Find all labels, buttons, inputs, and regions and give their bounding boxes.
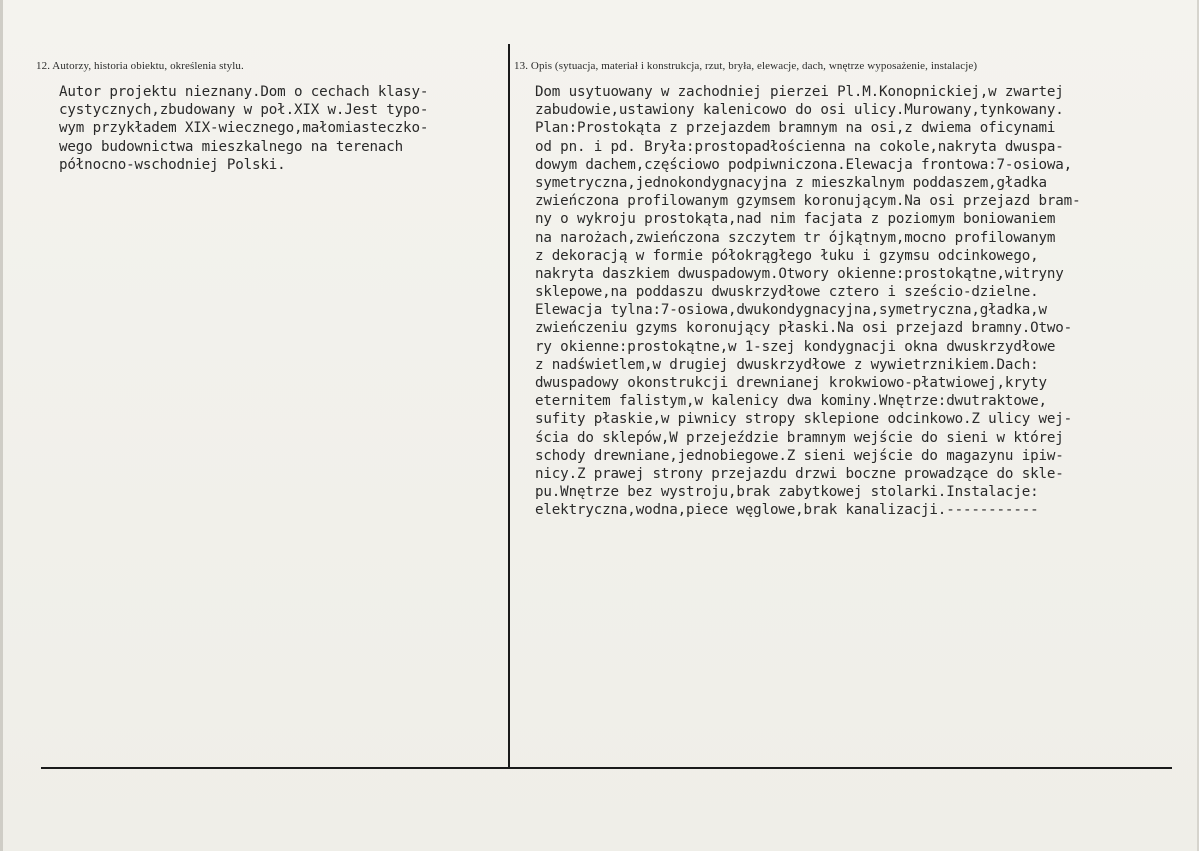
text-line: na narożach,zwieńczona szczytem tr ójkątnym,mocno profilowanym — [535, 229, 1056, 246]
text-line: dowym dachem,częściowo podpiwniczona.Elewacja frontowa:7-osiowa, — [535, 156, 1073, 173]
text-line: eternitem falistym,w kalenicy dwa kominy.Wnętrze:dwutraktowe, — [535, 393, 1047, 410]
text-line: symetryczna,jednokondygnacyjna z mieszkalnym poddaszem,gładka — [535, 174, 1047, 191]
sheet-left-edge — [0, 0, 3, 851]
text-line: północno-wschodniej Polski. — [59, 156, 286, 173]
text-line: z dekoracją w formie półokrągłego łuku i gzymsu odcinkowego, — [535, 247, 1039, 264]
column-divider — [508, 44, 510, 769]
text-line: wym przykładem XIX-wiecznego,małomiasteczko- — [59, 120, 429, 137]
text-line: dwuspadowy okonstrukcji drewnianej krokwiowo-płatwiowej,kryty — [535, 375, 1047, 391]
field-13-label: 13. Opis (sytuacja, materiał i konstrukcja, rzut, bryła, elewacje, dach, wnętrze wyposażenie, instalacje) — [514, 60, 978, 72]
text-line: zwieńczeniu gzyms koronujący płaski.Na osi przejazd bramny.Otwo- — [535, 320, 1073, 337]
text-line: zabudowie,ustawiony kalenicowo do osi ulicy.Murowany,tynkowany. — [535, 102, 1064, 119]
text-line: sufity płaskie,w piwnicy stropy sklepione odcinkowo.Z ulicy wej- — [535, 411, 1073, 428]
text-line: elektryczna,wodna,piece węglowe,brak kanalizacji.----------- — [535, 502, 1039, 519]
text-line: Dom usytuowany w zachodniej pierzei Pl.M.Konopnickiej,w zwartej — [535, 84, 1064, 100]
field-12-label: 12. Autorzy, historia obiektu, określenia stylu. — [36, 60, 244, 72]
text-line: sklepowe,na poddaszu dwuskrzydłowe cztero i sześcio-dzielne. — [535, 284, 1039, 301]
text-line: Autor projektu nieznany.Dom o cechach klasy- — [59, 84, 429, 100]
text-line: cystycznych,zbudowany w poł.XIX w.Jest typo- — [59, 102, 429, 119]
text-line: nicy.Z prawej strony przejazdu drzwi boczne prowadzące do skle- — [535, 465, 1064, 482]
field-12-text — [59, 83, 428, 174]
bottom-rule — [41, 767, 1172, 769]
text-line: z nadświetlem,w drugiej dwuskrzydłowe z wywietrznikiem.Dach: — [535, 356, 1039, 373]
text-line: zwieńczona profilowanym gzymsem koronującym.Na osi przejazd bram- — [535, 193, 1081, 210]
text-line: Plan:Prostokąta z przejazdem bramnym na osi,z dwiema oficynami — [535, 120, 1056, 137]
text-line: ry okienne:prostokątne,w 1-szej kondygnacji okna dwuskrzydłowe — [535, 338, 1056, 355]
text-line: ścia do sklepów,W przejeździe bramnym wejście do sieni w której — [535, 429, 1064, 446]
text-line: ny o wykroju prostokąta,nad nim facjata z poziomym boniowaniem — [535, 211, 1056, 228]
text-line: pu.Wnętrze bez wystroju,brak zabytkowej stolarki.Instalacje: — [535, 484, 1039, 501]
text-line: Elewacja tylna:7-osiowa,dwukondygnacyjna,symetryczna,gładka,w — [535, 302, 1047, 319]
text-line: wego budownictwa mieszkalnego na terenach — [59, 138, 404, 155]
text-line: nakryta daszkiem dwuspadowym.Otwory okienne:prostokątne,witryny — [535, 265, 1064, 282]
text-line: schody drewniane,jednobiegowe.Z sieni wejście do magazynu ipiw- — [535, 447, 1064, 464]
text-line: od pn. i pd. Bryła:prostopadłościenna na cokole,nakryta dwuspa- — [535, 138, 1064, 155]
field-13-text — [535, 83, 1080, 520]
